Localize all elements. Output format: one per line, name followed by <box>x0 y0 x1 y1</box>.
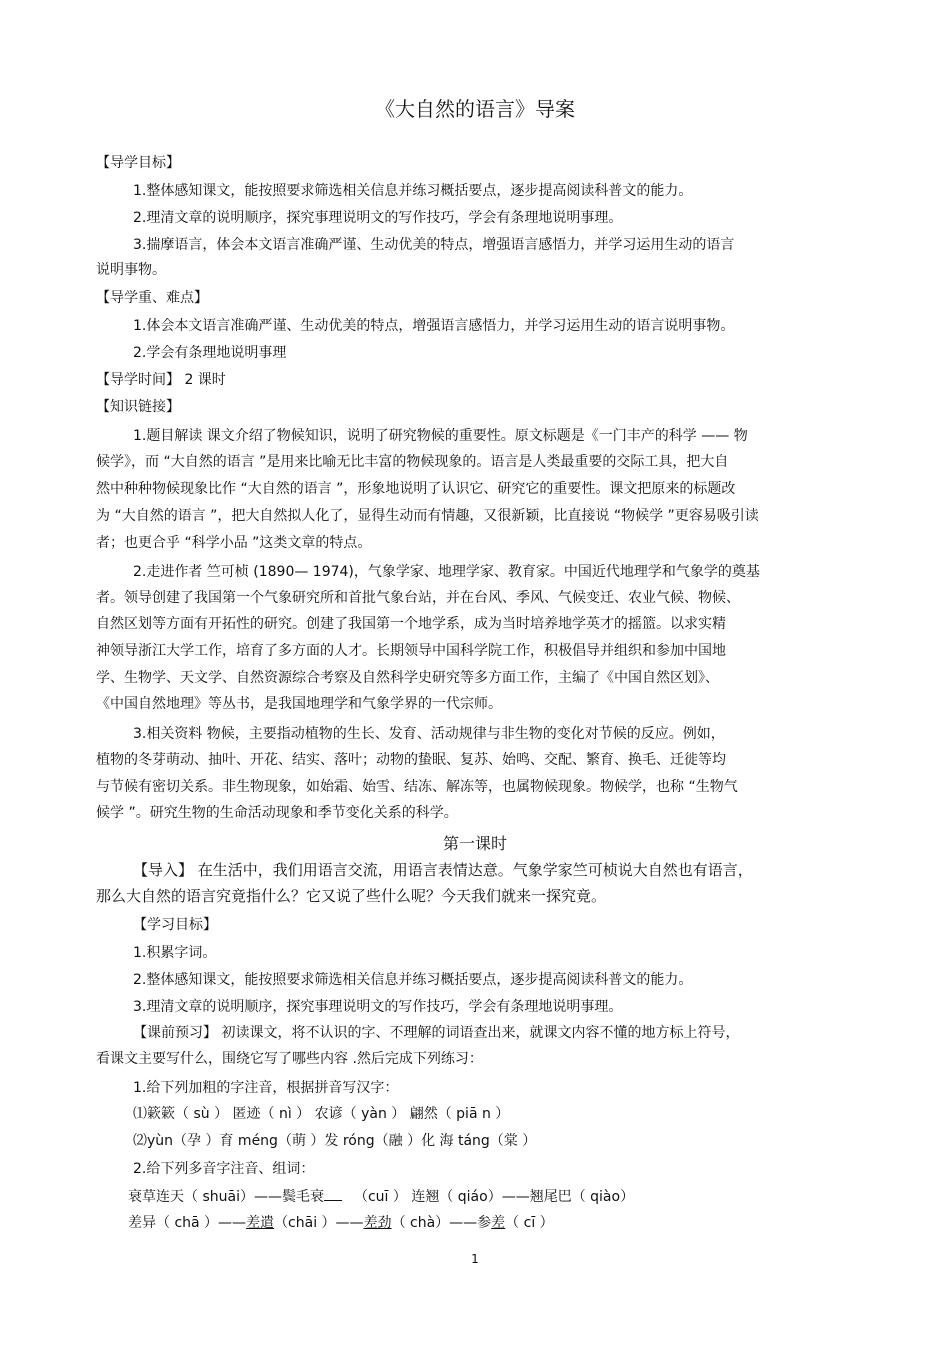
page-title: 《大自然的语言》导案 <box>375 97 575 121</box>
preview-line: 看课文主要写什么，围绕它写了哪些内容 .然后完成下列练习： <box>96 1051 483 1067</box>
key-item: 2.学会有条理地说明事理 <box>133 345 287 361</box>
exercise-fragment: 差异（ chā ）—— <box>128 1215 247 1231</box>
goal-item-cont: 说明事物。 <box>96 262 166 278</box>
learning-goal-item: 3.理清文章的说明顺序，探究事理说明文的写作技巧，学会有条理地说明事理。 <box>133 999 623 1015</box>
blank-underline <box>324 1186 342 1201</box>
paragraph-line: 与节候有密切关系。非生物现象，如始霜、始雪、结冻、解冻等，也属物候现象。物候学，也称 “生物气 <box>96 779 738 795</box>
preview-line: 【课前预习】 初读课文，将不认识的字、不理解的词语查出来，就课文内容不懂的地方标上符号， <box>133 1025 740 1041</box>
key-item: 1.体会本文语言准确严谨、生动优美的特点，增强语言感悟力，并学习运用生动的语言说明事物。 <box>133 318 735 334</box>
paragraph-line: 植物的冬芽萌动、抽叶、开花、结实、落叶；动物的蛰眠、复苏、始鸣、交配、繁育、换毛、迁徙等均 <box>96 752 726 768</box>
goal-item: 1.整体感知课文，能按照要求筛选相关信息并练习概括要点，逐步提高阅读科普文的能力。 <box>133 183 693 199</box>
paragraph-line: 神领导浙江大学工作，培育了多方面的人才。长期领导中国科学院工作，积极倡导并组织和参加中国地 <box>96 643 726 659</box>
exercise-fragment-underlined: 差 <box>491 1215 506 1231</box>
page-number: 1 <box>471 1252 479 1266</box>
section-heading-key: 【导学重、难点】 <box>96 290 208 306</box>
paragraph-line: 学、生物学、天文学、自然资源综合考察及自然科学史研究等多方面工作，主编了《中国自然区划》、 <box>96 670 719 686</box>
exercise-fragment: 衰草连天（ shuāi）——鬓毛衰 <box>128 1189 324 1205</box>
exercise-fragment: （ chà）——参 <box>391 1215 492 1231</box>
paragraph-line: 候学 ”。研究生物的生命活动现象和季节变化关系的科学。 <box>96 805 458 821</box>
intro-line: 那么大自然的语言究竟指什么？它又说了些什么呢？今天我们就来一探究竟。 <box>96 887 607 905</box>
paragraph-line: 《中国自然地理》等丛书，是我国地理学和气象学界的一代宗师。 <box>96 696 502 712</box>
section-heading-link: 【知识链接】 <box>96 399 180 415</box>
paragraph-line: 1.题目解读 课文介绍了物候知识，说明了研究物候的重要性。原文标题是《一门丰产的科学 —— 物 <box>133 428 748 444</box>
section-heading-time: 【导学时间】 2 课时 <box>96 372 226 388</box>
exercise-line <box>128 1213 554 1233</box>
exercise-heading: 1.给下列加粗的字注音，根据拼音写汉字： <box>133 1080 399 1096</box>
exercise-line: ⑴簌簌（ sù ） 匿迹（ nì ） 农谚（ yàn ） 翩然（ piā n ） <box>133 1106 510 1122</box>
exercise-line <box>128 1186 634 1207</box>
lesson-heading: 第一课时 <box>442 834 507 853</box>
paragraph-line: 自然区划等方面有开拓性的研究。创建了我国第一个地学系，成为当时培养地学英才的摇篮。以求实精 <box>96 616 726 632</box>
exercise-heading: 2.给下列多音字注音、组词： <box>133 1161 315 1177</box>
exercise-fragment-underlined: 差遣 <box>246 1215 275 1231</box>
goal-item: 2.理清文章的说明顺序，探究事理说明文的写作技巧，学会有条理地说明事理。 <box>133 210 623 226</box>
exercise-fragment: （cuī ） 连翘（ qiáo）——翘尾巴（ qiào） <box>353 1189 635 1205</box>
exercise-fragment: （chāi ）—— <box>274 1215 364 1231</box>
paragraph-line: 然中种种物候现象比作 “大自然的语言 ”，形象地说明了认识它、研究它的重要性。课文把原来的标题改 <box>96 481 736 497</box>
paragraph-line: 者；也更合乎 “科学小品 ”这类文章的特点。 <box>96 535 372 551</box>
exercise-line: ⑵yùn（孕 ）育 méng（萌 ）发 róng（融 ）化 海 táng（棠 ） <box>133 1133 537 1149</box>
paragraph-line: 3.相关资料 物候，主要指动植物的生长、发育、活动规律与非生物的变化对节候的反应。例如， <box>133 726 725 742</box>
paragraph-line: 为 “大自然的语言 ”，把大自然拟人化了，显得生动而有情趣，又很新颖，比直接说 “物候学 ”更容易吸引读 <box>96 508 759 524</box>
paragraph-line: 者。领导创建了我国第一个气象研究所和首批气象台站，并在台风、季风、气候变迁、农业气候、物候、 <box>96 590 740 606</box>
paragraph-line: 候学》，而 “大自然的语言 ”是用来比喻无比丰富的物候现象的。语言是人类最重要的交际工具，把大自 <box>96 454 729 470</box>
exercise-fragment: （ cī ） <box>505 1215 554 1231</box>
paragraph-line: 2.走进作者 竺可桢 (1890— 1974)，气象学家、地理学家、教育家。中国近代地理学和气象学的奠基 <box>133 564 760 580</box>
exercise-fragment-underlined: 差劲 <box>363 1215 392 1231</box>
goal-item: 3.揣摩语言，体会本文语言准确严谨、生动优美的特点，增强语言感悟力，并学习运用生动的语言 <box>133 237 735 253</box>
learning-goal-item: 1.积累字词。 <box>133 945 217 961</box>
section-heading-learning-goals: 【学习目标】 <box>133 917 217 933</box>
section-heading-goals: 【导学目标】 <box>96 155 180 171</box>
intro-line: 【导入】 在生活中，我们用语言交流，用语言表情达意。气象学家竺可桢说大自然也有语言， <box>133 861 753 879</box>
learning-goal-item: 2.整体感知课文，能按照要求筛选相关信息并练习概括要点，逐步提高阅读科普文的能力。 <box>133 972 693 988</box>
